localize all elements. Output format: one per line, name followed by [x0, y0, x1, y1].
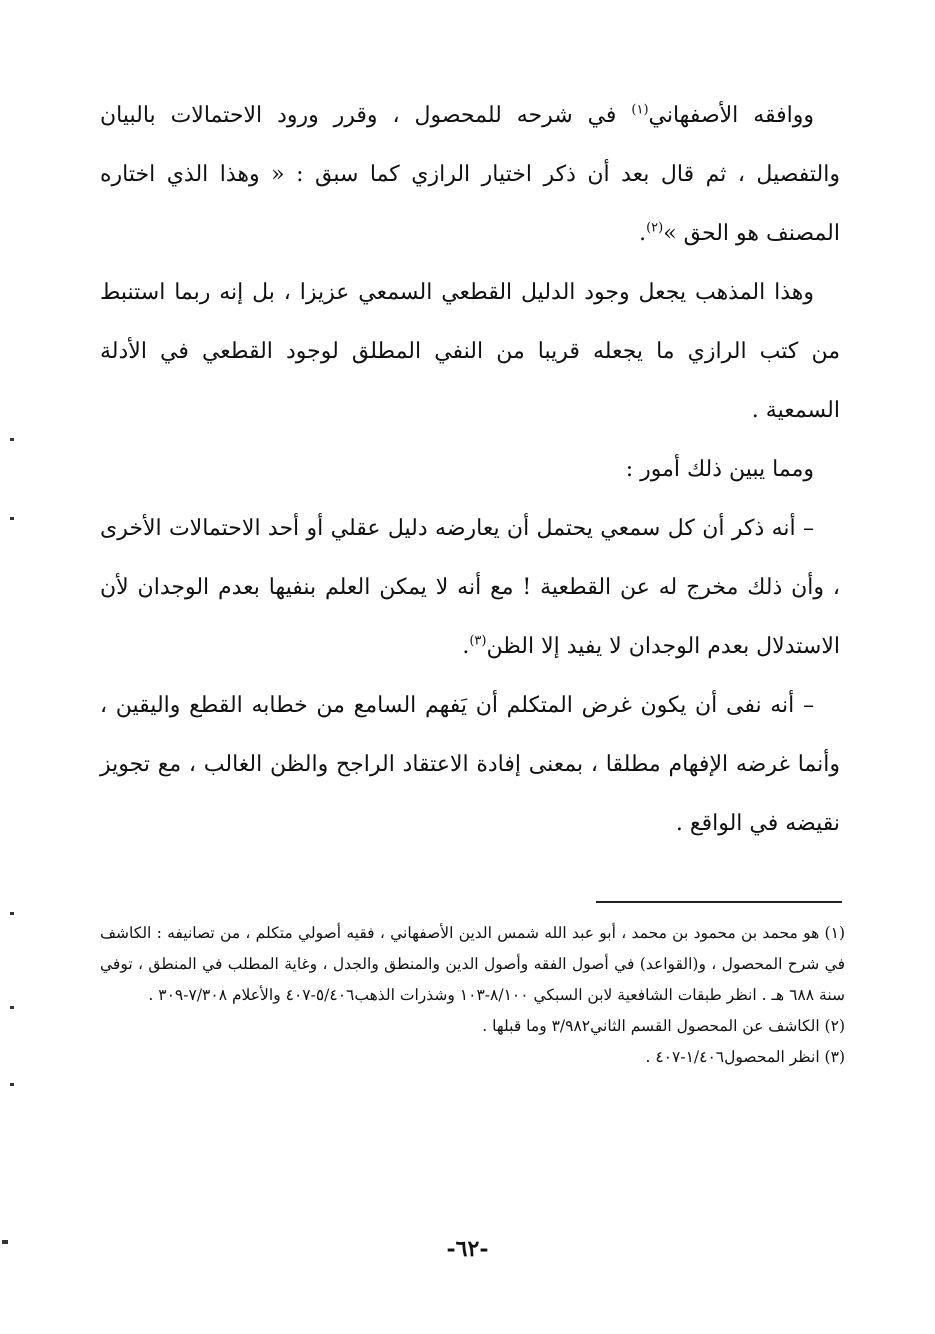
paragraph-1-text: ووافقه الأصفهاني [648, 103, 815, 128]
footnote-2: (٢) الكاشف عن المحصول القسم الثاني٣/٩٨٢ وما قبلها . [482, 1017, 845, 1035]
footnote-3: (٣) انظر المحصول١/٤٠٦-٤٠٧ . [645, 1048, 845, 1066]
paragraph-1 [100, 86, 840, 263]
footnote-1: (١) هو محمد بن محمود بن محمد ، أبو عبد الله شمس الدين الأصفهاني ، فقيه أصولي متكلم ، من تصانيفه : الكاشف في شرح المحصول ، و(القواعد) في أصول الفقه وأصول الدين والمنطق والجدل ، وغاية المطلب في المنطق ، توفي سنة ٦٨٨ هـ . انظر طبقات الشافعية لابن السبكي ٨/١٠٠-١٠٣ وشذرات الذهب٥/٤٠٦-٤٠٧ والأعلام ٧/٣٠٨-٣٠٩ . [100, 924, 845, 1004]
scan-edge-mark [10, 438, 14, 441]
main-text [100, 86, 840, 853]
footnote-separator [596, 901, 842, 903]
footnotes [100, 918, 845, 1073]
paragraph-1-text-cont: في شرحه للمحصول ، وقرر ورود الاحتمالات بالبيان والتفصيل ، ثم قال بعد أن ذكر اختيار الرازي كما سبق : « وهذا الذي اختاره المصنف هو الحق » [100, 103, 840, 246]
paragraph-1-end: . [639, 221, 647, 246]
paragraph-5: – أنه نفى أن يكون غرض المتكلم أن يَفهم السامع من خطابه القطع واليقين ، وأنما غرضه الإفهام مطلقا ، بمعنى إفادة الاعتقاد الراجح والظن الغالب ، مع تجويز نقيضه في الواقع . [100, 693, 840, 836]
footnote-ref-2[interactable]: (٢) [646, 220, 664, 236]
page-number: -٦٢- [446, 1236, 489, 1262]
scan-edge-mark [2, 1240, 8, 1244]
footnote-ref-3[interactable]: (٣) [469, 633, 487, 649]
scan-edge-mark [10, 912, 14, 915]
paragraph-4-text: – أنه ذكر أن كل سمعي يحتمل أن يعارضه دليل عقلي أو أحد الاحتمالات الأخرى ، وأن ذلك مخرج له عن القطعية ! مع أنه لا يمكن العلم بنفيها بعدم الوجدان لأن الاستدلال بعدم الوجدان لا يفيد إلا الظن [100, 516, 840, 659]
scan-edge-mark [10, 1006, 14, 1009]
scan-edge-mark [10, 1083, 14, 1086]
paragraph-3: ومما يبين ذلك أمور : [625, 457, 814, 482]
paragraph-4 [100, 499, 840, 676]
paragraph-4-end: . [462, 634, 470, 659]
footnote-ref-1[interactable]: (١) [631, 102, 649, 118]
paragraph-2: وهذا المذهب يجعل وجود الدليل القطعي السمعي عزيزا ، بل إنه ربما استنبط من كتب الرازي ما يجعله قريبا من النفي المطلق لوجود القطعي في الأدلة السمعية . [100, 280, 840, 423]
scan-edge-mark [10, 517, 14, 520]
